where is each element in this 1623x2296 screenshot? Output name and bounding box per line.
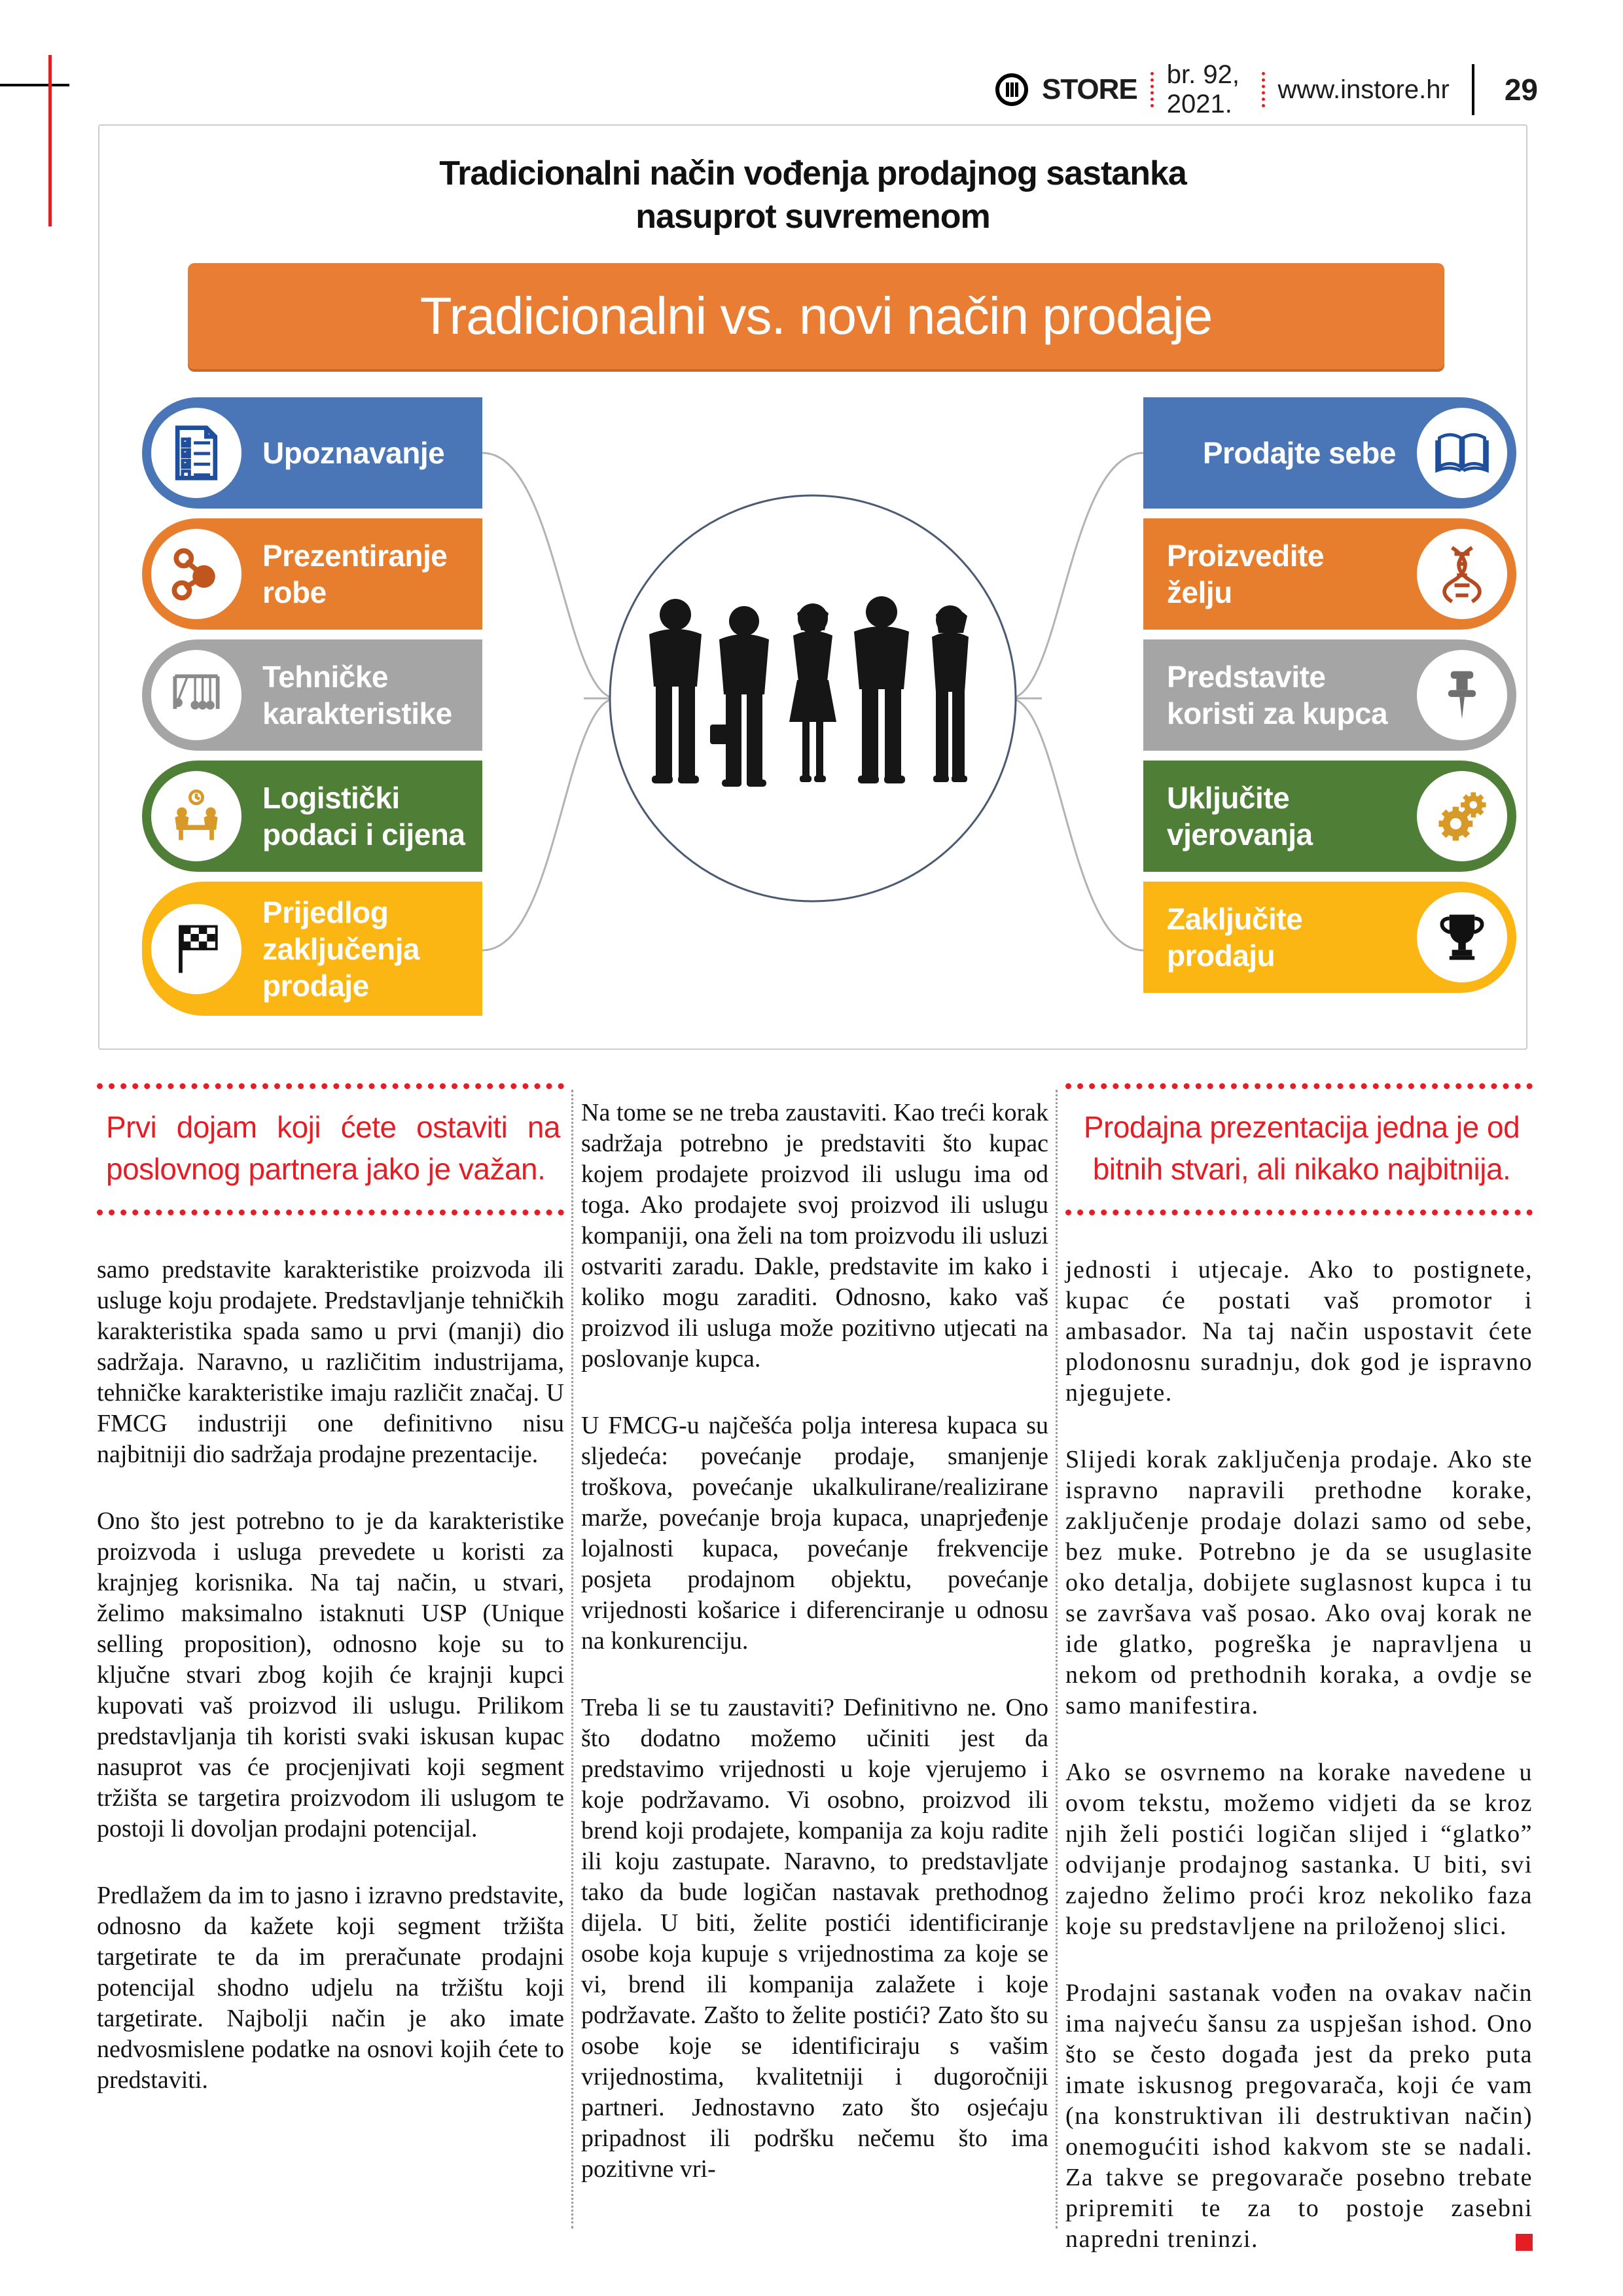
pull-quote-text: Prvi dojam koji ćete ostaviti na poslovnog partnera jako je važan.	[106, 1110, 560, 1186]
dna-icon	[1417, 529, 1507, 619]
paragraph: Ono što jest potrebno to je da karakteristike proizvoda i usluga prevedete u koristi za krajnjeg korisnika. Na taj način, u stvari, želimo maksimalno istaknuti USP (Unique selling proposition), odnosno koje su to ključne stvari zbog kojih će krajnji kupci kupovati vaš proizvod ili uslugu. Prilikom predstavljanja tih koristi svaki iskusan kupac nasuprot vas će procjenjivati koji segment tržišta se targetira proizvodom ili uslugom te postoji li dovoljan prodajni potencijal.	[97, 1507, 564, 1842]
step-label: Predstavite koristi za kupca	[1167, 660, 1388, 730]
issue-label: br. 92, 2021.	[1166, 60, 1240, 118]
step-zakljucite-prodaju	[1143, 882, 1516, 993]
article-column-1	[97, 1083, 564, 2132]
paragraph: Ako se osvrnemo na korake navedene u ovom tekstu, možemo vidjeti da se kroz njih želi postići logičan slijed i “glatko” odvijanje prodajnog sastanka. U biti, svi zajedno želimo proći kroz nekoliko faza koje su predstavljene na priloženoj slici.	[1065, 1759, 1533, 1940]
header-divider	[1472, 64, 1474, 115]
left-red-accent	[48, 55, 52, 226]
pull-quote-text: Prodajna prezentacija jedna je od bitnih stvari, ali nikako najbitnija.	[1083, 1110, 1520, 1186]
paragraph: jednosti i utjecaje. Ako to postignete, kupac će postati vaš promotor i ambasador. Na taj način uspostavit ćete plodonosnu suradnju, dok god je ispravno njegujete.	[1065, 1256, 1533, 1407]
article-end-mark	[1516, 2234, 1533, 2251]
step-prodajte-sebe	[1143, 397, 1516, 509]
trophy-icon	[1417, 892, 1507, 982]
pull-quote-left	[97, 1083, 564, 1215]
article-column-2	[581, 1083, 1048, 2221]
step-predstavite-koristi	[1143, 639, 1516, 751]
gears-icon	[1417, 771, 1507, 861]
finish-flag-icon	[151, 904, 241, 994]
paragraph: samo predstavite karakteristike proizvoda ili usluge koju prodajete. Predstavljanje tehničkih karakteristika spada samo u prvi (manji) dio sadržaja. Naravno, u različitim industrijama, tehničke karakteristike imaju različit značaj. U FMCG industriji one definitivno nisu najbitniji dio sadržaja prodajne prezentacije.	[97, 1256, 564, 1468]
column-separator	[571, 1090, 573, 2229]
paragraph-text: Prodajni sastanak vođen na ovakav način ima najveću šansu za uspješan ishod. Ono što se često događa jest da preko puta imate iskusnog pregovarača, koji će vam (na konstruktivan ili destruktivan način) onemogućiti ishod kakvom ste se nadali. Za takve se pregovarače posebno trebate pripremiti te za to postoje zasebni napredni treninzi.	[1065, 1979, 1533, 2253]
newtons-cradle-icon	[151, 650, 241, 740]
paragraph: U FMCG-u najčešća polja interesa kupaca su sljedeća: povećanje prodaje, smanjenje troškova, povećanje ukalkulirane/realizirane marže, povećanje broja kupaca, unaprjeđenje lojalnosti kupaca, povećanje frekvencije posjeta prodajnom objektu, povećanje vrijednosti košarice i diferenciranje u odnosu na konkurenciju.	[581, 1412, 1048, 1655]
infographic-title-line2: nasuprot suvremenom	[635, 198, 990, 236]
infographic-title-line1: Tradicionalni način vođenja prodajnog sastanka	[439, 154, 1186, 192]
page-number: 29	[1504, 73, 1538, 107]
meeting-table-icon	[151, 771, 241, 861]
paragraph: Predlažem da im to jasno i izravno predstavite, odnosno da kažete koji segment tržišta targetirate te da im preračunate prodajni potencijal shodno udjelu na tržištu koji targetirate. Najbolji način je ako imate nedvosmislene podatke na osnovi kojih ćete to predstaviti.	[97, 1882, 564, 2094]
step-proizvedite-zelju	[1143, 518, 1516, 630]
paragraph	[1065, 1978, 1533, 2255]
instore-logo-icon	[995, 73, 1029, 107]
step-upoznavanje	[142, 397, 482, 509]
step-label: Tehničke karakteristike	[262, 660, 452, 730]
share-nodes-icon	[151, 529, 241, 619]
step-logisticki-podaci	[142, 761, 482, 872]
website-label: www.instore.hr	[1277, 75, 1450, 104]
step-label: Prodajte sebe	[1202, 436, 1396, 470]
article	[0, 1083, 1623, 2268]
step-label: Prezentiranje robe	[262, 539, 448, 609]
step-prezentiranje-robe	[142, 518, 482, 630]
pull-quote-right	[1065, 1083, 1533, 1215]
column-separator	[1056, 1090, 1058, 2229]
step-ukljucite-vjerovanja	[1143, 761, 1516, 872]
page-header	[995, 60, 1538, 119]
step-label: Prijedlog zaključenja prodaje	[262, 895, 419, 1003]
step-label: Uključite vjerovanja	[1167, 781, 1313, 852]
step-label: Upoznavanje	[262, 436, 445, 470]
checklist-icon	[151, 408, 241, 498]
paragraph: Slijedi korak zaključenja prodaje. Ako ste ispravno napravili prethodne korake, zaključenje prodaje dolazi samo od sebe, bez muke. Potrebno je da se usuglasite oko detalja, dobijete suglasnost kupca i tu se završava vaš posao. Ako ovaj korak ne ide glatko, pogreška je napravljena u nekom od prethodnih koraka, a ovdje se samo manifestira.	[1065, 1446, 1533, 1719]
top-left-rule	[0, 84, 69, 86]
banner-title: Tradicionalni vs. novi način prodaje	[419, 287, 1213, 345]
header-dotted-separator	[1262, 72, 1265, 107]
magazine-brand: STORE	[1042, 73, 1137, 105]
step-label: Logistički podaci i cijena	[262, 781, 465, 852]
header-dotted-separator	[1150, 72, 1154, 107]
paragraph: Na tome se ne treba zaustaviti. Kao treći korak sadržaja potrebno je predstaviti što kupac kojem prodajete proizvod ili uslugu ima od toga. Ako prodajete svoj proizvod ili uslugu kompaniji, ona želi na tom proizvodu ili usluzi ostvariti zaradu. Dakle, predstavite im kako i koliko mogu zaraditi. Odnosno, kako vaš proizvod ili usluga može pozitivno utjecati na poslovanje kupca.	[581, 1099, 1048, 1372]
open-book-icon	[1417, 408, 1507, 498]
article-column-3	[1065, 1083, 1533, 2291]
step-prijedlog-zakljucenja	[142, 882, 482, 1016]
step-label: Proizvedite želju	[1167, 539, 1324, 609]
step-tehnicke-karakteristike	[142, 639, 482, 751]
paragraph: Treba li se tu zaustaviti? Definitivno ne. Ono što dodatno možemo učiniti jest da predstavimo vrijednosti u koje vjerujemo i koje podržavamo. Vi osobno, proizvod ili brend koji prodajete, kompanija za koju radite ili koju zastupate. Naravno, to predstavljate tako da bude logičan nastavak prethodnog dijela. U biti, želite postići identificiranje osobe koja kupuje s vrijednostima za koje se vi, brend ili kompanija zalažete i koje podržavate. Zašto to želite postići? Zato što su osobe koje se identificiraju s vašim vrijednostima, kvalitetniji i dugoročniji partneri. Jednostavno zato što osjećaju pripadnost ili podršku nečemu što ima pozitivne vri-	[581, 1694, 1048, 2183]
push-pin-icon	[1417, 650, 1507, 740]
step-label: Zaključite prodaju	[1167, 902, 1303, 973]
infographic-box	[98, 124, 1527, 1050]
